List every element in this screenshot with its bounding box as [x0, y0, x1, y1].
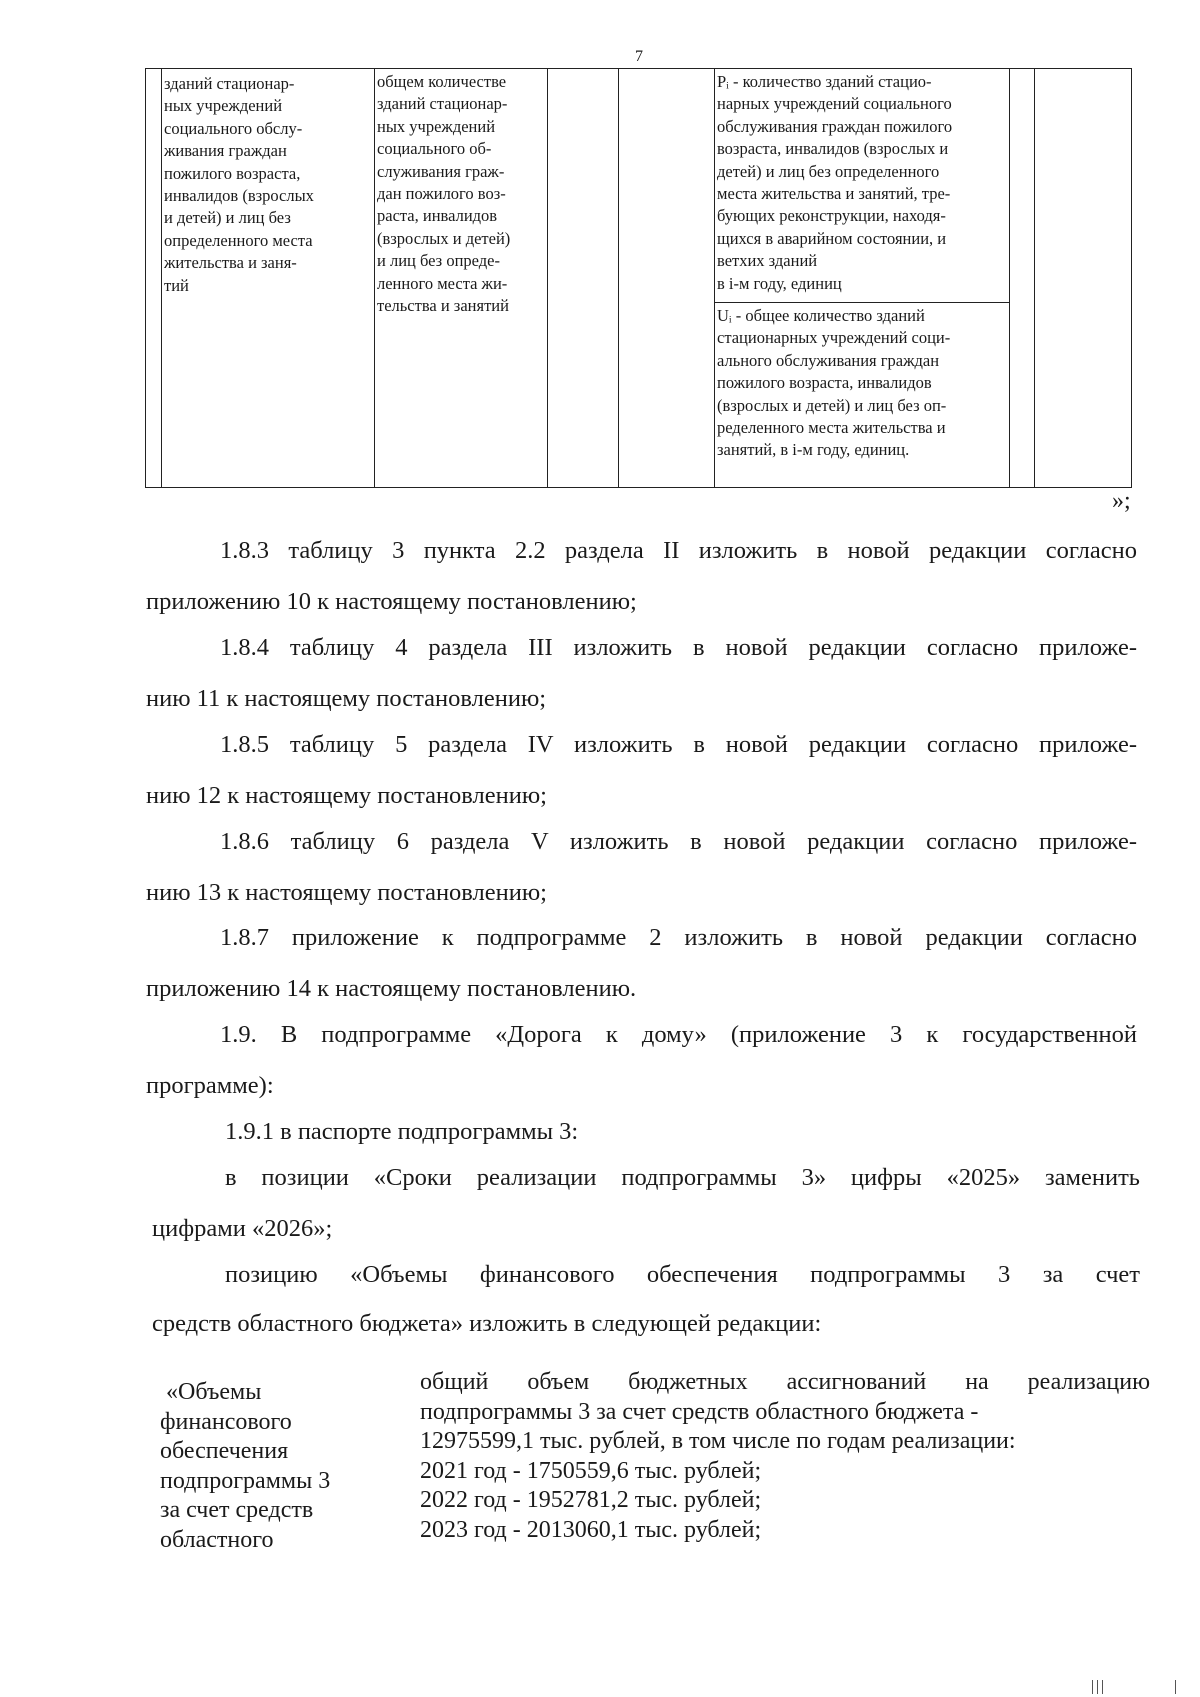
closing-quote: »; — [1112, 488, 1131, 514]
financing-value-line: общий объем бюджетных ассигнований на реализацию — [420, 1369, 1150, 1395]
paragraph-line: 1.9. В подпрограмме «Дорога к дому» (приложение 3 к государственной — [220, 1021, 1137, 1048]
financing-value-line: 2022 год - 1952781,2 тыс. рублей; — [420, 1487, 762, 1514]
financing-label-line: областного — [160, 1526, 274, 1553]
indicator-table — [145, 68, 1132, 488]
financing-label-line: подпрограммы 3 — [160, 1467, 331, 1494]
table-cell-pi-description: Pᵢ - количество зданий стацио- нарных учреждений социального обслуживания граждан пожилого возраста, инвалидов (взрослых и детей) и лиц без определенного места жительства и занятий, тре- бующих реконструкции, находя- щихся в аварийном состоянии, и ветхих зданий в i-м году, единиц — [717, 72, 953, 293]
scan-mark — [1175, 1680, 1176, 1694]
scan-mark — [1092, 1680, 1093, 1694]
scan-mark — [1102, 1680, 1103, 1694]
table-cell-indicator-formula-desc: общем количестве зданий стационар- ных учреждений социального об- служивания граж- дан пожилого воз- раста, инвалидов (взрослых и детей) и лиц без опреде- ленного места жи- тельства и занятий — [377, 72, 511, 316]
scan-mark — [1097, 1680, 1098, 1694]
page-number: 7 — [635, 48, 643, 65]
table-row-divider — [714, 302, 1009, 303]
paragraph-line: приложению 10 к настоящему постановлению; — [146, 588, 637, 615]
financing-label-line: «Объемы — [166, 1379, 262, 1405]
table-divider — [374, 69, 375, 487]
paragraph-line: 1.8.3 таблицу 3 пункта 2.2 раздела II изложить в новой редакции согласно — [220, 537, 1137, 564]
financing-label-line: обеспечения — [160, 1438, 289, 1465]
paragraph-line: нию 11 к настоящему постановлению; — [146, 685, 547, 712]
paragraph-line: 1.8.4 таблицу 4 раздела III изложить в новой редакции согласно приложе- — [220, 634, 1137, 661]
financing-label-line: за счет средств — [160, 1497, 314, 1524]
financing-value-line: подпрограммы 3 за счет средств областного бюджета - — [420, 1398, 979, 1425]
paragraph-line: программе): — [146, 1072, 274, 1099]
paragraph-line: нию 13 к настоящему постановлению; — [146, 879, 547, 906]
paragraph-line: 1.9.1 в паспорте подпрограммы 3: — [225, 1118, 579, 1145]
paragraph-line: нию 12 к настоящему постановлению; — [146, 782, 547, 809]
financing-position-value — [420, 1368, 1150, 1546]
financing-value-line: 2023 год - 2013060,1 тыс. рублей; — [420, 1516, 762, 1543]
paragraph-line: средств областного бюджета» изложить в следующей редакции: — [152, 1310, 822, 1337]
paragraph-line: 1.8.6 таблицу 6 раздела V изложить в новой редакции согласно приложе- — [220, 828, 1137, 855]
paragraph-line: приложению 14 к настоящему постановлению. — [146, 975, 637, 1002]
financing-position-label — [160, 1378, 390, 1556]
paragraph-line: позицию «Объемы финансового обеспечения подпрограммы 3 за счет — [225, 1261, 1140, 1288]
table-divider — [547, 69, 548, 487]
paragraph-line: цифрами «2026»; — [152, 1215, 333, 1242]
financing-value-line: 2021 год - 1750559,6 тыс. рублей; — [420, 1457, 762, 1484]
table-divider — [1034, 69, 1035, 487]
financing-value-line: 12975599,1 тыс. рублей, в том числе по годам реализации: — [420, 1428, 1016, 1455]
table-divider — [161, 69, 162, 487]
table-cell-ui-description: Uᵢ - общее количество зданий стационарных учреждений соци- ального обслуживания граждан пожилого возраста, инвалидов (взрослых и детей) и лиц без оп- ределенного места жительства и занятий, в i-м году, единиц. — [717, 306, 951, 460]
table-divider — [714, 69, 715, 487]
paragraph-line: в позиции «Сроки реализации подпрограммы 3» цифры «2025» заменить — [225, 1164, 1140, 1191]
table-divider — [1009, 69, 1010, 487]
paragraph-line: 1.8.7 приложение к подпрограмме 2 изложить в новой редакции согласно — [220, 924, 1137, 951]
table-cell-indicator-name: зданий стационар- ных учреждений социального обслу- живания граждан пожилого возраста, инвалидов (взрослых и детей) и лиц без определенного места жительства и заня- тий — [164, 74, 314, 295]
paragraph-line: 1.8.5 таблицу 5 раздела IV изложить в новой редакции согласно приложе- — [220, 731, 1137, 758]
table-divider — [618, 69, 619, 487]
financing-label-line: финансового — [160, 1408, 292, 1435]
